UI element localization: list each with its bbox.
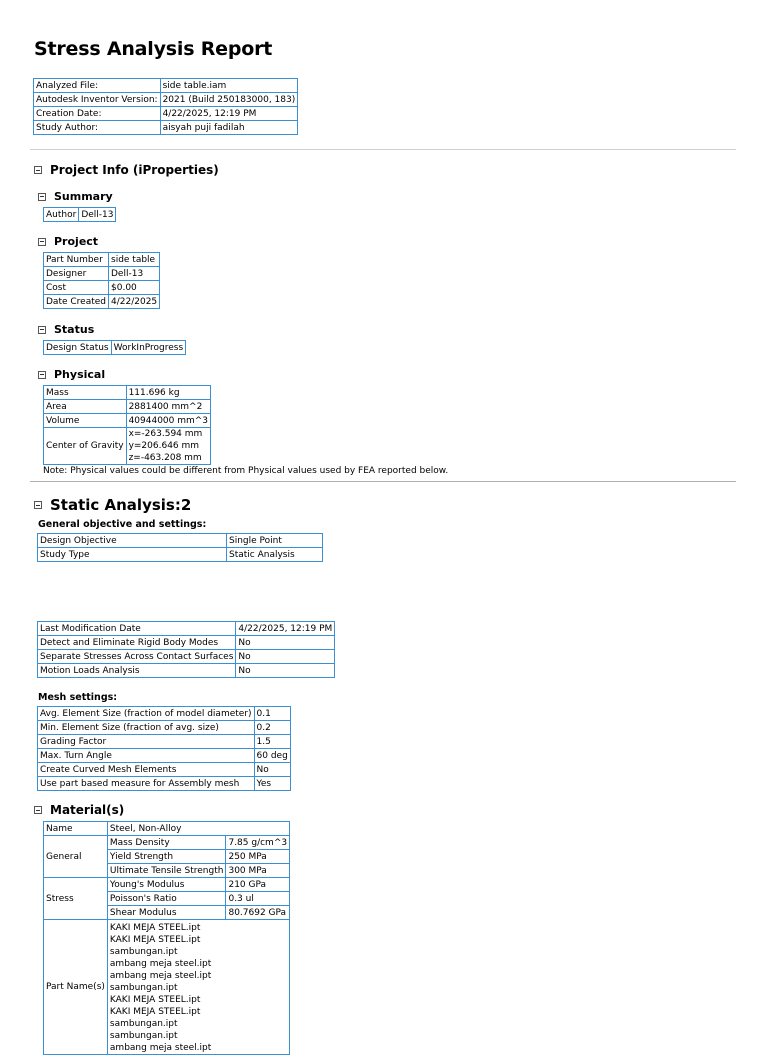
setting-value: No (254, 763, 290, 777)
table-row (44, 920, 290, 1055)
collapse-icon[interactable] (38, 238, 46, 246)
general-settings-table (37, 533, 323, 562)
table-row (44, 208, 116, 222)
info-value: side table.iam (160, 79, 298, 93)
table-row (44, 267, 160, 281)
info-label: Study Author: (34, 121, 161, 135)
table-row (38, 763, 291, 777)
property-label: Cost (44, 281, 109, 295)
general-settings-heading: General objective and settings: (38, 519, 207, 530)
stress-group-label: Stress (44, 878, 108, 920)
property-label: Part Number (44, 253, 109, 267)
table-row (34, 79, 298, 93)
setting-value: 0.2 (254, 721, 290, 735)
setting-label: Grading Factor (38, 735, 255, 749)
table-row (44, 400, 211, 414)
property-label: Ultimate Tensile Strength (107, 864, 226, 878)
collapse-icon[interactable] (34, 166, 42, 174)
physical-note: Note: Physical values could be different from Physical values used by FEA reported below. (43, 466, 449, 476)
project-table (43, 252, 160, 309)
setting-label: Separate Stresses Across Contact Surfaces (38, 650, 236, 664)
table-row (34, 93, 298, 107)
property-label: Young's Modulus (107, 878, 226, 892)
table-row (38, 636, 335, 650)
table-row (44, 341, 186, 355)
setting-value: No (236, 636, 335, 650)
static-analysis-heading: Static Analysis:2 (50, 496, 192, 514)
property-value: 7.85 g/cm^3 (226, 836, 290, 850)
collapse-icon[interactable] (38, 326, 46, 334)
property-value: side table (109, 253, 160, 267)
table-row (38, 664, 335, 678)
table-row (34, 121, 298, 135)
material-name-label: Name (44, 822, 108, 836)
info-label: Autodesk Inventor Version: (34, 93, 161, 107)
property-label: Date Created (44, 295, 109, 309)
setting-label: Motion Loads Analysis (38, 664, 236, 678)
part-name: KAKI MEJA STEEL.ipt (109, 1007, 201, 1017)
part-name: sambungan.ipt (109, 983, 178, 993)
setting-value: Single Point (227, 534, 323, 548)
table-row (38, 735, 291, 749)
report-title: Stress Analysis Report (34, 38, 273, 60)
analysis-settings-table (37, 621, 335, 678)
table-row (44, 822, 290, 836)
property-value: $0.00 (109, 281, 160, 295)
collapse-icon[interactable] (38, 371, 46, 379)
cog-x: x=-263.594 mm (128, 429, 203, 439)
part-name: KAKI MEJA STEEL.ipt (109, 935, 201, 945)
cog-z: z=-463.208 mm (128, 453, 202, 463)
divider (30, 149, 736, 150)
part-names-list (107, 920, 289, 1055)
table-row (34, 107, 298, 121)
info-label: Creation Date: (34, 107, 161, 121)
summary-heading: Summary (54, 190, 113, 203)
setting-value: Yes (254, 777, 290, 791)
property-label: Area (44, 400, 127, 414)
property-value: 111.696 kg (126, 386, 210, 400)
property-label: Center of Gravity (44, 428, 127, 465)
setting-label: Study Type (38, 548, 227, 562)
property-value: 4/22/2025 (109, 295, 160, 309)
materials-header[interactable] (34, 803, 124, 817)
materials-table (43, 821, 290, 1055)
setting-label: Use part based measure for Assembly mesh (38, 777, 255, 791)
collapse-icon[interactable] (34, 806, 42, 814)
project-heading: Project (54, 235, 99, 248)
table-row (44, 386, 211, 400)
property-label: Mass (44, 386, 127, 400)
setting-value: 0.1 (254, 707, 290, 721)
setting-value: No (236, 664, 335, 678)
property-label: Volume (44, 414, 127, 428)
info-value: 2021 (Build 250183000, 183) (160, 93, 298, 107)
divider (30, 481, 736, 482)
static-analysis-header[interactable] (34, 496, 191, 514)
part-name: ambang meja steel.ipt (109, 959, 212, 969)
property-value: 2881400 mm^2 (126, 400, 210, 414)
property-label: Yield Strength (107, 850, 226, 864)
property-label: Mass Density (107, 836, 226, 850)
table-row (38, 548, 323, 562)
property-value: 0.3 ul (226, 892, 290, 906)
table-row (44, 295, 160, 309)
part-name: KAKI MEJA STEEL.ipt (109, 923, 201, 933)
table-row (38, 650, 335, 664)
table-row (38, 749, 291, 763)
property-label: Poisson's Ratio (107, 892, 226, 906)
collapse-icon[interactable] (34, 501, 42, 509)
status-header[interactable] (38, 323, 94, 336)
physical-table (43, 385, 211, 465)
property-value: 210 GPa (226, 878, 290, 892)
report-info-table (33, 78, 298, 135)
table-row (44, 414, 211, 428)
setting-label: Min. Element Size (fraction of avg. size) (38, 721, 255, 735)
property-label: Author (44, 208, 79, 222)
mesh-settings-table (37, 706, 291, 791)
setting-label: Create Curved Mesh Elements (38, 763, 255, 777)
table-row (38, 622, 335, 636)
center-of-gravity-value (126, 428, 210, 465)
info-value: aisyah puji fadilah (160, 121, 298, 135)
status-table (43, 340, 186, 355)
setting-value: 4/22/2025, 12:19 PM (236, 622, 335, 636)
part-names-label: Part Name(s) (44, 920, 108, 1055)
material-name-value: Steel, Non-Alloy (107, 822, 289, 836)
setting-value: 60 deg (254, 749, 290, 763)
table-row (44, 253, 160, 267)
table-row (44, 878, 290, 892)
setting-value: 1.5 (254, 735, 290, 749)
setting-label: Avg. Element Size (fraction of model diameter) (38, 707, 255, 721)
property-value: 250 MPa (226, 850, 290, 864)
table-row (38, 534, 323, 548)
general-group-label: General (44, 836, 108, 878)
property-value: 300 MPa (226, 864, 290, 878)
part-name: ambang meja steel.ipt (109, 1043, 212, 1053)
setting-label: Design Objective (38, 534, 227, 548)
physical-heading: Physical (54, 368, 106, 381)
summary-header[interactable] (38, 190, 113, 203)
part-name: KAKI MEJA STEEL.ipt (109, 995, 201, 1005)
project-info-heading: Project Info (iProperties) (50, 163, 219, 177)
setting-value: Static Analysis (227, 548, 323, 562)
table-row (44, 836, 290, 850)
part-name: ambang meja steel.ipt (109, 971, 212, 981)
part-name: sambungan.ipt (109, 947, 178, 957)
cog-y: y=206.646 mm (128, 441, 200, 451)
setting-label: Last Modification Date (38, 622, 236, 636)
table-row (44, 428, 211, 465)
status-heading: Status (54, 323, 95, 336)
project-header[interactable] (38, 235, 98, 248)
summary-table (43, 207, 116, 222)
setting-value: No (236, 650, 335, 664)
property-value: Dell-13 (79, 208, 116, 222)
property-value: Dell-13 (109, 267, 160, 281)
part-name: sambungan.ipt (109, 1031, 178, 1041)
property-label: Shear Modulus (107, 906, 226, 920)
table-row (38, 707, 291, 721)
part-name: sambungan.ipt (109, 1019, 178, 1029)
property-value: 40944000 mm^3 (126, 414, 210, 428)
table-row (44, 281, 160, 295)
property-label: Design Status (44, 341, 112, 355)
table-row (38, 777, 291, 791)
info-value: 4/22/2025, 12:19 PM (160, 107, 298, 121)
property-value: WorkInProgress (111, 341, 186, 355)
collapse-icon[interactable] (38, 193, 46, 201)
property-label: Designer (44, 267, 109, 281)
mesh-settings-heading: Mesh settings: (38, 692, 118, 703)
materials-heading: Material(s) (50, 803, 125, 817)
info-label: Analyzed File: (34, 79, 161, 93)
physical-header[interactable] (38, 368, 105, 381)
setting-label: Max. Turn Angle (38, 749, 255, 763)
table-row (38, 721, 291, 735)
setting-label: Detect and Eliminate Rigid Body Modes (38, 636, 236, 650)
property-value: 80.7692 GPa (226, 906, 290, 920)
project-info-header[interactable] (34, 163, 219, 177)
